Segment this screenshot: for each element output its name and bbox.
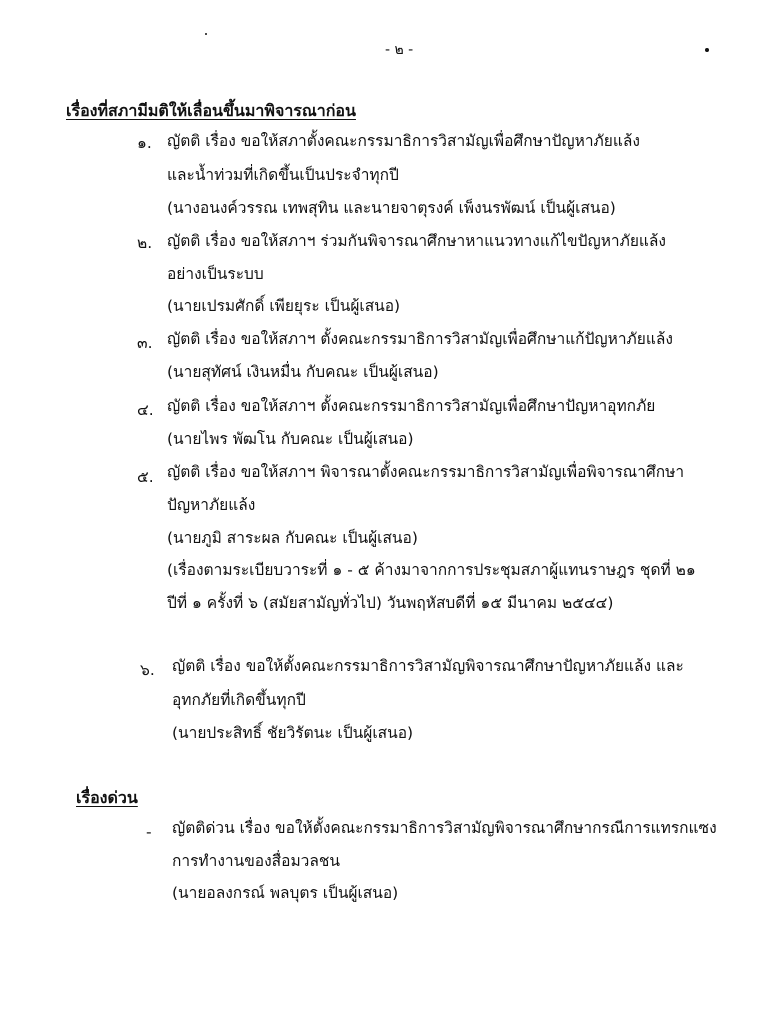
item-title-line: และน้ำท่วมที่เกิดขึ้นเป็นประจำทุกปี (167, 166, 399, 184)
item-proposer: (นายอลงกรณ์ พลบุตร เป็นผู้เสนอ) (172, 884, 399, 902)
item-title-line: ญัตติ เรื่อง ขอให้สภาฯ พิจารณาตั้งคณะกรรมาธิการวิสามัญเพื่อพิจารณาศึกษา (167, 463, 685, 481)
item-proposer: (นายสุทัศน์ เงินหมื่น กับคณะ เป็นผู้เสนอ) (167, 363, 439, 381)
scan-speck (705, 48, 709, 52)
item-proposer: (นายไพร พัฒโน กับคณะ เป็นผู้เสนอ) (167, 430, 414, 448)
item-number: ๔. (137, 401, 154, 419)
item-title-line: ปัญหาภัยแล้ง (167, 496, 256, 514)
item-title-line: ญัตติ เรื่อง ขอให้สภาฯ ตั้งคณะกรรมาธิการวิสามัญเพื่อศึกษาแก้ปัญหาภัยแล้ง (167, 330, 673, 348)
item-number: ๕. (137, 468, 154, 486)
item-proposer: (นายภูมิ สาระผล กับคณะ เป็นผู้เสนอ) (167, 529, 418, 547)
section-heading-urgent: เรื่องด่วน (76, 788, 138, 807)
item-number: ๑. (137, 134, 152, 152)
item-number: ๖. (140, 661, 155, 679)
agenda-carryover-note: (เรื่องตามระเบียบวาระที่ ๑ - ๕ ค้างมาจากการประชุมสภาผู้แทนราษฎร ชุดที่ ๒๑ (167, 561, 696, 579)
scan-speck (205, 33, 207, 35)
item-number: ๒. (137, 234, 153, 252)
item-title-line: ญัตติ เรื่อง ขอให้สภาตั้งคณะกรรมาธิการวิสามัญเพื่อศึกษาปัญหาภัยแล้ง (167, 132, 640, 150)
item-proposer: (นางอนงค์วรรณ เทพสุทิน และนายจาตุรงค์ เพ็งนรพัฒน์ เป็นผู้เสนอ) (167, 199, 616, 217)
item-number: ๓. (137, 334, 153, 352)
item-title-line: อย่างเป็นระบบ (167, 265, 264, 283)
agenda-carryover-note: ปีที่ ๑ ครั้งที่ ๖ (สมัยสามัญทั่วไป) วันพฤหัสบดีที่ ๑๕ มีนาคม ๒๕๔๔) (167, 594, 614, 612)
item-title-line: ญัตติ เรื่อง ขอให้สภาฯ ตั้งคณะกรรมาธิการวิสามัญเพื่อศึกษาปัญหาอุทกภัย (167, 397, 656, 415)
item-title-line: ญัตติ เรื่อง ขอให้ตั้งคณะกรรมาธิการวิสามัญพิจารณาศึกษาปัญหาภัยแล้ง และ (172, 657, 684, 675)
item-title-line: ญัตติด่วน เรื่อง ขอให้ตั้งคณะกรรมาธิการวิสามัญพิจารณาศึกษากรณีการแทรกแซง (172, 819, 717, 837)
item-title-line: อุทกภัยที่เกิดขึ้นทุกปี (172, 691, 306, 709)
item-proposer: (นายเปรมศักดิ์ เพียยุระ เป็นผู้เสนอ) (167, 297, 401, 315)
section-heading-elevated: เรื่องที่สภามีมติให้เลื่อนขึ้นมาพิจารณาก่อน (66, 101, 356, 120)
page-number: - ๒ - (385, 42, 414, 58)
item-bullet: - (146, 823, 152, 841)
item-title-line: การทำงานของสื่อมวลชน (172, 852, 340, 870)
item-proposer: (นายประสิทธิ์ ชัยวิรัตนะ เป็นผู้เสนอ) (172, 724, 414, 742)
item-title-line: ญัตติ เรื่อง ขอให้สภาฯ ร่วมกันพิจารณาศึกษาหาแนวทางแก้ไขปัญหาภัยแล้ง (167, 232, 666, 250)
